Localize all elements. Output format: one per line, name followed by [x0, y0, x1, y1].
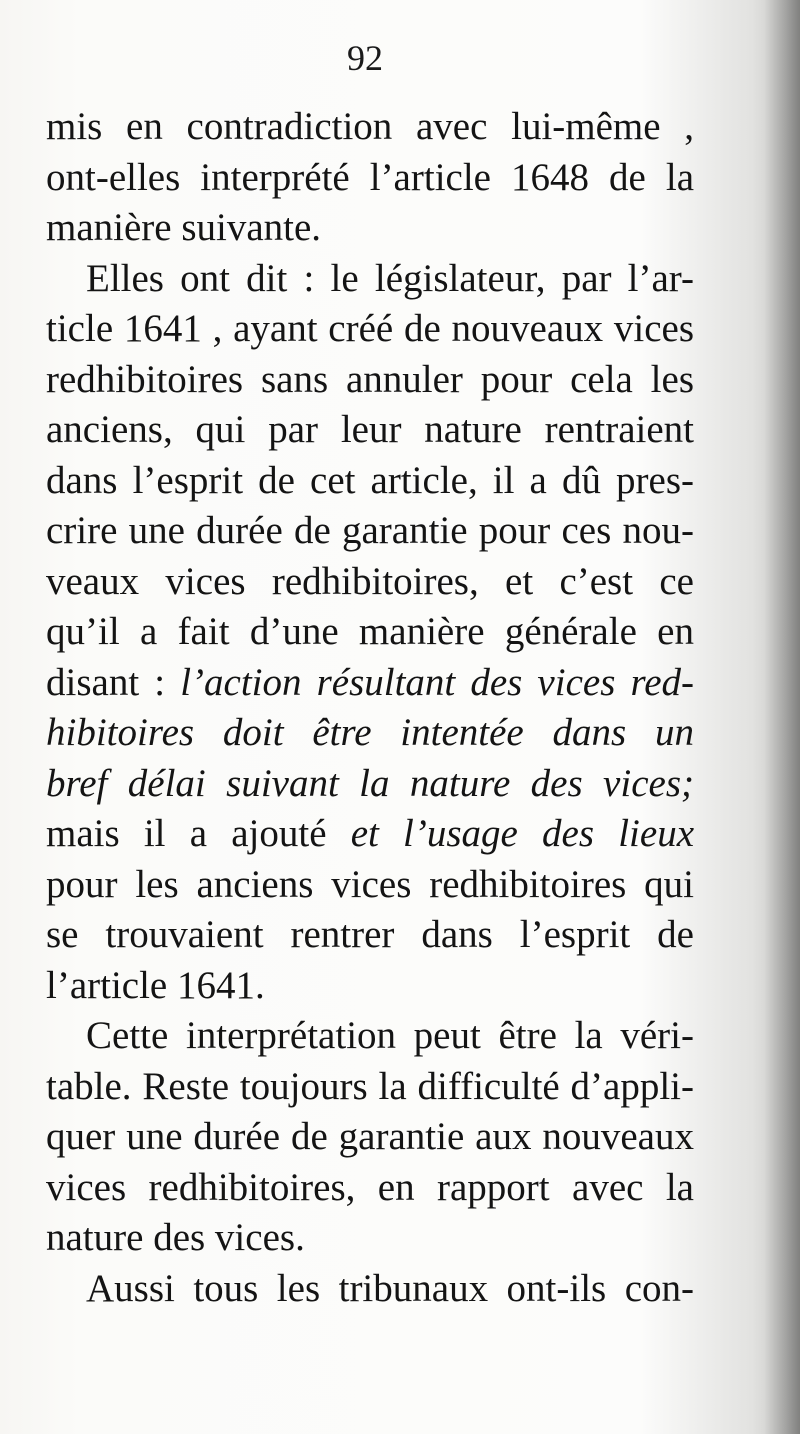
text-line-content: l’article 1641.: [46, 963, 265, 1007]
text-line-content: qu’il a fait d’une manière générale en: [46, 610, 694, 653]
text-line: [46, 456, 694, 507]
italic-phrase: l’action résultant des vices red-: [180, 660, 694, 704]
text-line: [46, 708, 694, 759]
text-line-content: ont-elles interprété l’article 1648 de la: [46, 155, 694, 199]
italic-phrase: et l’usage des lieux: [350, 812, 695, 855]
text-line-content: anciens, qui par leur nature rentraient: [46, 408, 694, 451]
text-line-content: mais il a ajouté: [46, 812, 327, 855]
text-line: [46, 506, 694, 557]
text-line: [46, 153, 694, 204]
text-line: [46, 102, 694, 153]
body-text: [46, 102, 694, 1314]
text-line: [46, 355, 694, 406]
page-number: 92: [347, 38, 383, 78]
text-line-content: vices redhibitoires, en rapport avec la: [46, 1165, 694, 1209]
text-line-content: quer une durée de garantie aux nouveaux: [46, 1115, 694, 1158]
text-line-content: Cette interprétation peut être la véri-: [86, 1014, 694, 1057]
text-line: [46, 759, 694, 810]
text-line: [46, 961, 694, 1012]
text-line: [46, 557, 694, 608]
text-line: [46, 1062, 694, 1113]
text-line-content: Elles ont dit : le législateur, par l’ar-: [86, 256, 694, 300]
text-line-content: Aussi tous les tribunaux ont-ils con-: [86, 1266, 694, 1310]
text-line-content: bref délai suivant la nature des vices;: [46, 761, 694, 805]
text-line: [46, 910, 694, 961]
text-line: [46, 254, 694, 305]
text-line-content: mis en contradiction avec lui-même ,: [46, 105, 694, 148]
text-line-content: se trouvaient rentrer dans l’esprit de: [46, 913, 694, 956]
text-line: [46, 860, 694, 911]
text-line: [46, 1213, 694, 1264]
text-line: [46, 304, 694, 355]
text-line: [46, 809, 694, 860]
text-line-content: table. Reste toujours la difficulté d’appli-: [46, 1064, 694, 1108]
text-line-content: hibitoires doit être intentée dans un: [46, 711, 694, 754]
text-line: [46, 1163, 694, 1214]
page-edge-shadow: [764, 0, 800, 1434]
text-line-content: veaux vices redhibitoires, et c’est ce: [46, 559, 694, 603]
text-line: [46, 405, 694, 456]
text-line-content: crire une durée de garantie pour ces nou-: [46, 509, 694, 552]
text-line: [46, 607, 694, 658]
text-line: [46, 1112, 694, 1163]
text-line: [46, 203, 694, 254]
text-line-content: ticle 1641 , ayant créé de nouveaux vices: [46, 307, 694, 350]
text-line-content: manière suivante.: [46, 206, 322, 249]
text-line-content: dans l’esprit de cet article, il a dû pres-: [46, 458, 694, 502]
text-line: [46, 658, 694, 709]
text-line-content: pour les anciens vices redhibitoires qui: [46, 862, 694, 906]
text-line-content: redhibitoires sans annuler pour cela les: [46, 357, 694, 401]
text-line: [46, 1011, 694, 1062]
text-line-content: disant :: [46, 660, 166, 704]
text-line-content: nature des vices.: [46, 1216, 305, 1259]
text-line: [46, 1264, 694, 1315]
